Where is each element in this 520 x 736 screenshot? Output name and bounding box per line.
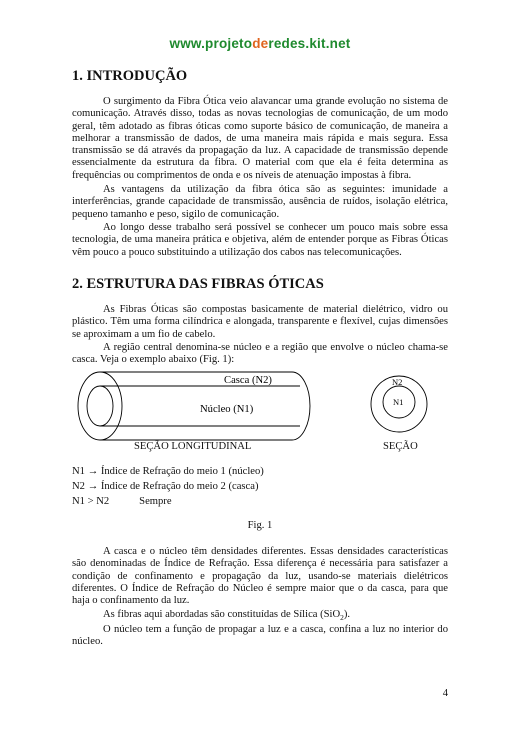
definition-n2: N2 → Índice de Refração do meio 2 (casca): [72, 481, 259, 492]
structure-paragraph-2: A região central denomina-se núcleo e a região que envolve o núcleo chama-se casca. Veja o exemplo abaixo (Fig. 1):: [72, 342, 448, 366]
relation-text: N1 > N2: [72, 496, 110, 507]
site-url[interactable]: [0, 36, 520, 51]
silica-paragraph: [72, 609, 448, 624]
section-2-title: 2. ESTRUTURA DAS FIBRAS ÓTICAS: [72, 276, 324, 292]
longitudinal-section: [78, 372, 310, 440]
section-caption: SEÇÃO: [383, 441, 418, 452]
core-function-paragraph: O núcleo tem a função de propagar a luz e a casca, confina a luz no interior do núcleo.: [72, 624, 448, 648]
nucleo-label: Núcleo (N1): [200, 404, 254, 415]
figure-caption: Fig. 1: [247, 520, 273, 531]
n2-label: N2: [392, 377, 403, 387]
url-prefix: www.projeto: [169, 36, 253, 51]
url-accent: de: [252, 36, 269, 51]
density-paragraph: A casca e o núcleo têm densidades diferentes. Essas densidades características são denominadas de Índice de Refração. Essa diferença é necessária para satisfazer a condição de confinamento e propagação da luz, usando-se materiais dielétricos diferentes. O Índice de Refração do Núcleo é sempre maior que o da casca, para que haja o confinamento da luz.: [72, 546, 448, 607]
definition-n1: N1 → Índice de Refração do meio 1 (núcleo): [72, 466, 264, 477]
structure-paragraph-1: As Fibras Óticas são compostas basicamente de material dielétrico, vidro ou plástico. Têm uma forma cilíndrica e alongada, transparente e flexível, cujas dimensões se aproximam a um fio de cabelo.: [72, 304, 448, 340]
relation-note: Sempre: [139, 496, 172, 507]
silica-text: As fibras aqui abordadas são constituídas de Sílica (SiO: [103, 609, 341, 620]
silica-subscript: 2: [340, 613, 344, 623]
intro-paragraph-2: As vantagens da utilização da fibra ótica são as seguintes: imunidade a interferências, grande capacidade de transmissão, ausência de ruídos, isolação elétrica, pequeno tamanho e peso, sigilo de comunicação.: [72, 184, 448, 220]
intro-paragraph-3: Ao longo desse trabalho será possível se conhecer um pouco mais sobre essa tecnologia, de uma maneira prática e objetiva, além de entender porque as Fibras Óticas vêm pouco a pouco substituindo a utilização dos cabos nas telecomunicações.: [72, 222, 448, 258]
cladding-end-outer: [78, 372, 122, 440]
longitudinal-caption: SEÇÃO LONGITUDINAL: [134, 441, 252, 452]
casca-label: Casca (N2): [224, 375, 272, 386]
page-number: 4: [442, 688, 448, 699]
cross-section: [371, 376, 427, 432]
silica-text-end: ).: [343, 609, 351, 620]
section-1-title: 1. INTRODUÇÃO: [72, 68, 188, 84]
relation-line: [72, 496, 172, 508]
n1-label: N1: [393, 397, 404, 407]
url-suffix: redes.kit.net: [268, 36, 351, 51]
intro-paragraph-1: O surgimento da Fibra Ótica veio alavancar uma grande evolução no sistema de comunicação. Através disso, todas as novas tecnologias de comunicação, de um modo geral, têm adotado as fibras óticas como suporte básico de comunicação, de maneira a melhorar a transmissão de dados, de uma maneira mais rápida e mais segura. Essa transmissão se dá através da propagação da luz. A capacidade de transmissão depende essencialmente da estrutura da fibra. O material com que ela é feita determina as frequências ou comprimentos de onda e os níveis de atenuação impostas à fibra.: [72, 96, 448, 181]
